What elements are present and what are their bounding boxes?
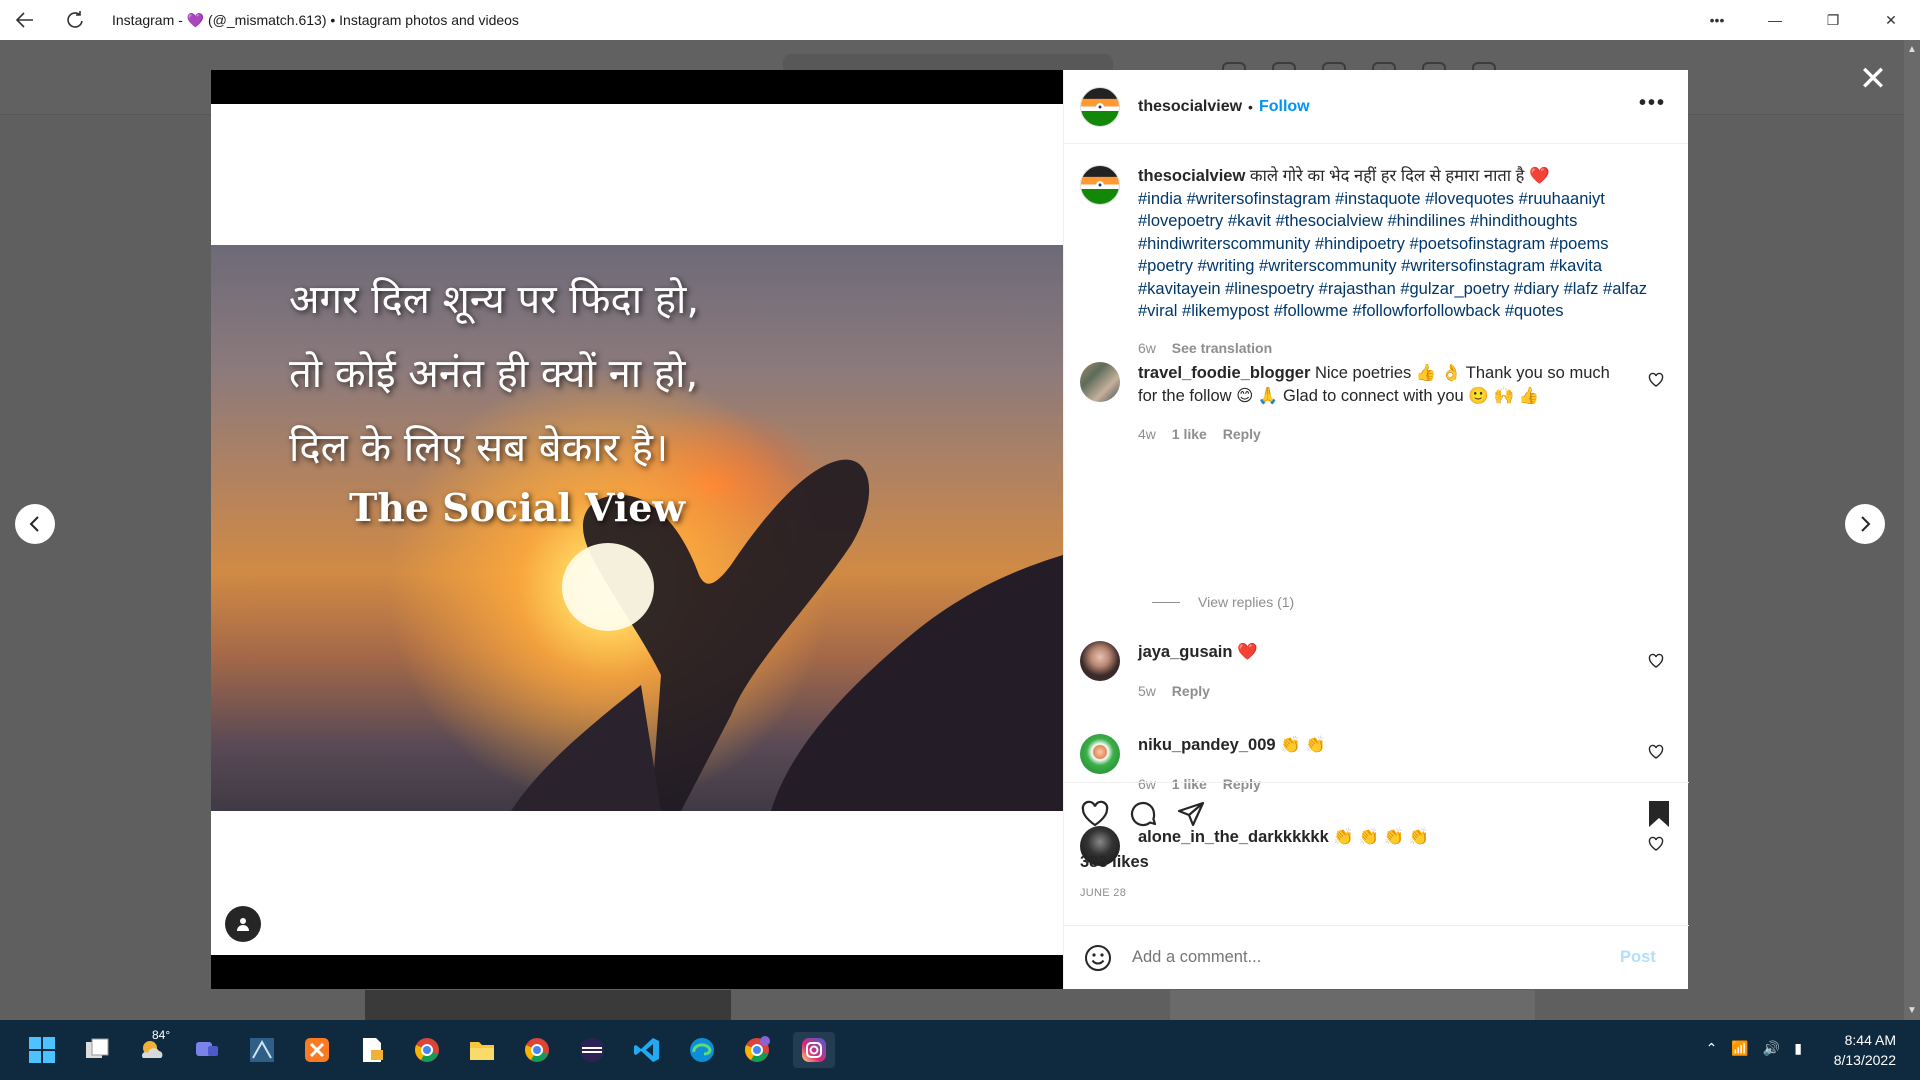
post-date: JUNE 28 — [1080, 887, 1127, 899]
task-view-icon — [83, 1036, 111, 1064]
taskbar — [0, 1020, 1920, 1080]
ellipsis-icon: ••• — [1709, 12, 1725, 28]
caption-username[interactable]: thesocialview — [1138, 167, 1246, 185]
mysql-workbench-icon — [248, 1036, 276, 1064]
comment-age: 4w — [1138, 426, 1156, 442]
comment-text: ❤️ — [1237, 643, 1258, 661]
close-window-button[interactable] — [1862, 0, 1920, 40]
clock[interactable] — [1834, 1030, 1896, 1070]
restore-icon: ❐ — [1826, 11, 1840, 28]
commenter-avatar[interactable] — [1080, 734, 1120, 774]
post-options-button[interactable] — [1639, 92, 1666, 115]
wifi-icon[interactable]: 📶 — [1731, 1040, 1749, 1056]
author-avatar[interactable] — [1080, 87, 1120, 127]
post-media-frame — [211, 104, 1063, 955]
more-options-button[interactable] — [1688, 0, 1746, 40]
scroll-up-icon[interactable]: ▲ — [1907, 44, 1917, 55]
minimize-icon: — — [1768, 12, 1782, 28]
vscode-icon — [633, 1036, 661, 1064]
view-replies-line — [1152, 602, 1180, 603]
caption-hashtags[interactable]: #india #writersofinstagram #instaquote #lovequotes #ruuhaaniyt #lovepoetry #kavit #thesocialview #hindilines #hindithoughts #hindiwriterscommunity #hindipoetry #poetsofinstagram #poems #poetry #writing #writerscommunity #writersofinstagram #kavita #kavitayein #linespoetry #rajasthan #gulzar_poetry #diary #lafz #alfaz #viral #likemypost #followme #followforfollowback #quotes — [1138, 189, 1648, 320]
share-icon[interactable] — [1176, 799, 1206, 829]
window-titlebar — [0, 0, 1920, 40]
commenter-username[interactable]: jaya_gusain — [1138, 643, 1233, 661]
comments-list[interactable] — [1064, 145, 1689, 846]
brand-watermark: The Social View — [349, 485, 686, 530]
post-modal — [211, 70, 1688, 989]
chrome-button[interactable] — [409, 1032, 445, 1068]
window-title: Instagram - 💜 (@_mismatch.613) • Instagram photos and videos — [112, 11, 519, 28]
instagram-icon — [800, 1036, 828, 1064]
close-modal-button[interactable] — [1853, 59, 1893, 99]
chrome-icon — [743, 1036, 771, 1064]
instagram-button[interactable] — [793, 1032, 835, 1068]
comment-icon[interactable] — [1128, 799, 1158, 829]
add-comment-input[interactable] — [1132, 948, 1612, 967]
previous-post-button[interactable] — [15, 504, 55, 544]
like-comment-icon[interactable] — [1648, 372, 1664, 388]
like-comment-icon[interactable] — [1648, 744, 1664, 760]
user-icon — [235, 916, 251, 932]
app-icon[interactable] — [299, 1032, 335, 1068]
app-icon[interactable] — [574, 1032, 610, 1068]
add-comment-bar — [1064, 925, 1689, 989]
scroll-down-icon[interactable]: ▼ — [1907, 1005, 1917, 1016]
weather-widget[interactable] — [134, 1028, 171, 1068]
reply-button[interactable]: Reply — [1222, 775, 1261, 792]
poem-line: तो कोई अनंत ही क्यों ना हो, — [289, 351, 699, 397]
chrome-icon — [523, 1036, 551, 1064]
scrollbar[interactable] — [1904, 40, 1920, 1020]
view-replies-label[interactable]: View replies (1) — [1198, 594, 1295, 610]
chrome-profile-button[interactable] — [519, 1032, 555, 1068]
commenter-username[interactable]: niku_pandey_009 — [1138, 736, 1276, 754]
commenter-username[interactable]: alone_in_the_darkkkkkk — [1138, 828, 1329, 846]
comment-age: 6w — [1138, 775, 1156, 792]
clock-date: 8/13/2022 — [1833, 1052, 1896, 1068]
refresh-button[interactable] — [50, 0, 100, 40]
author-avatar[interactable] — [1080, 165, 1120, 205]
post-details-panel — [1063, 70, 1688, 989]
back-arrow-icon — [15, 10, 35, 30]
start-button[interactable] — [24, 1032, 60, 1068]
teams-chat-button[interactable] — [189, 1032, 225, 1068]
chevron-right-icon — [1856, 515, 1874, 533]
bookmark-icon[interactable] — [1645, 799, 1673, 829]
document-icon — [358, 1036, 386, 1064]
volume-icon[interactable]: 🔊 — [1762, 1040, 1781, 1056]
system-tray — [1706, 1040, 1802, 1057]
separator-dot: • — [1248, 99, 1253, 115]
commenter-username[interactable]: travel_foodie_blogger — [1138, 364, 1311, 382]
like-comment-icon[interactable] — [1648, 653, 1664, 669]
comment-likes[interactable]: 1 like — [1171, 775, 1207, 792]
chrome-profile-button[interactable] — [739, 1032, 775, 1068]
chrome-icon — [413, 1036, 441, 1064]
likes-count[interactable]: 383 likes — [1080, 853, 1149, 871]
ellipsis-icon: ••• — [1638, 92, 1666, 114]
back-button[interactable] — [0, 0, 50, 40]
weather-temp: 84° — [152, 1028, 171, 1042]
poem-line: अगर दिल शून्य पर फिदा हो, — [289, 277, 700, 323]
commenter-avatar[interactable] — [1080, 641, 1120, 681]
reply-button[interactable]: Reply — [1171, 682, 1210, 699]
eclipse-icon — [578, 1036, 606, 1064]
like-comment-icon[interactable] — [1648, 836, 1664, 852]
comment-item — [1080, 362, 1670, 446]
comment-item — [1080, 826, 1670, 866]
post-header — [1064, 70, 1688, 144]
refresh-icon — [65, 10, 85, 30]
follow-button[interactable]: Follow — [1258, 98, 1310, 115]
app-icon[interactable] — [354, 1032, 390, 1068]
folder-icon — [468, 1036, 496, 1064]
comment-text: Nice poetries 👍 👌 Thank you so much for the follow 😊 🙏 Glad to connect with you 🙂 🙌 👍 — [1138, 364, 1610, 405]
task-view-button[interactable] — [79, 1032, 115, 1068]
post-image[interactable] — [211, 245, 1063, 811]
chevron-left-icon — [26, 515, 44, 533]
clock-time: 8:44 AM — [1844, 1032, 1896, 1048]
comment-text: 👏 👏 👏 👏 — [1333, 828, 1430, 846]
emoji-icon[interactable] — [1084, 944, 1112, 972]
post-comment-button[interactable]: Post — [1620, 948, 1656, 966]
battery-icon[interactable]: ▮ — [1794, 1040, 1802, 1056]
caption-text: काले गोरे का भेद नहीं हर दिल से हमारा नाता है ❤️ — [1249, 167, 1550, 185]
commenter-avatar[interactable] — [1080, 362, 1120, 402]
poem-text — [289, 263, 699, 485]
post-caption — [1080, 165, 1648, 359]
xampp-icon — [303, 1036, 331, 1064]
app-icon[interactable] — [244, 1032, 280, 1068]
file-explorer-button[interactable] — [464, 1032, 500, 1068]
maximize-button[interactable] — [1804, 0, 1862, 40]
reply-button[interactable]: Reply — [1222, 426, 1261, 442]
vscode-button[interactable] — [629, 1032, 665, 1068]
see-translation-link[interactable]: See translation — [1171, 339, 1273, 356]
edge-button[interactable] — [684, 1032, 720, 1068]
comment-item — [1080, 641, 1670, 702]
edge-icon — [688, 1036, 716, 1064]
post-media — [211, 70, 1063, 989]
comment-age: 5w — [1138, 682, 1156, 699]
poem-line: दिल के लिए सब बेकार है। — [289, 425, 669, 471]
windows-icon — [28, 1036, 56, 1064]
author-username[interactable]: thesocialview — [1138, 98, 1243, 115]
close-icon: ✕ — [1885, 11, 1897, 28]
comment-text: 👏 👏 — [1280, 736, 1326, 754]
comment-item — [1080, 734, 1670, 795]
next-post-button[interactable] — [1845, 504, 1885, 544]
like-heart-icon[interactable] — [1080, 799, 1110, 829]
view-replies-button[interactable] — [1152, 594, 1294, 610]
chat-icon — [193, 1036, 221, 1064]
close-icon: ✕ — [1858, 60, 1888, 98]
chevron-up-icon[interactable]: ⌃ — [1705, 1040, 1718, 1056]
comment-likes[interactable]: 1 like — [1171, 426, 1207, 442]
minimize-button[interactable] — [1746, 0, 1804, 40]
tagged-users-button[interactable] — [225, 906, 261, 942]
caption-age: 6w — [1138, 339, 1156, 356]
